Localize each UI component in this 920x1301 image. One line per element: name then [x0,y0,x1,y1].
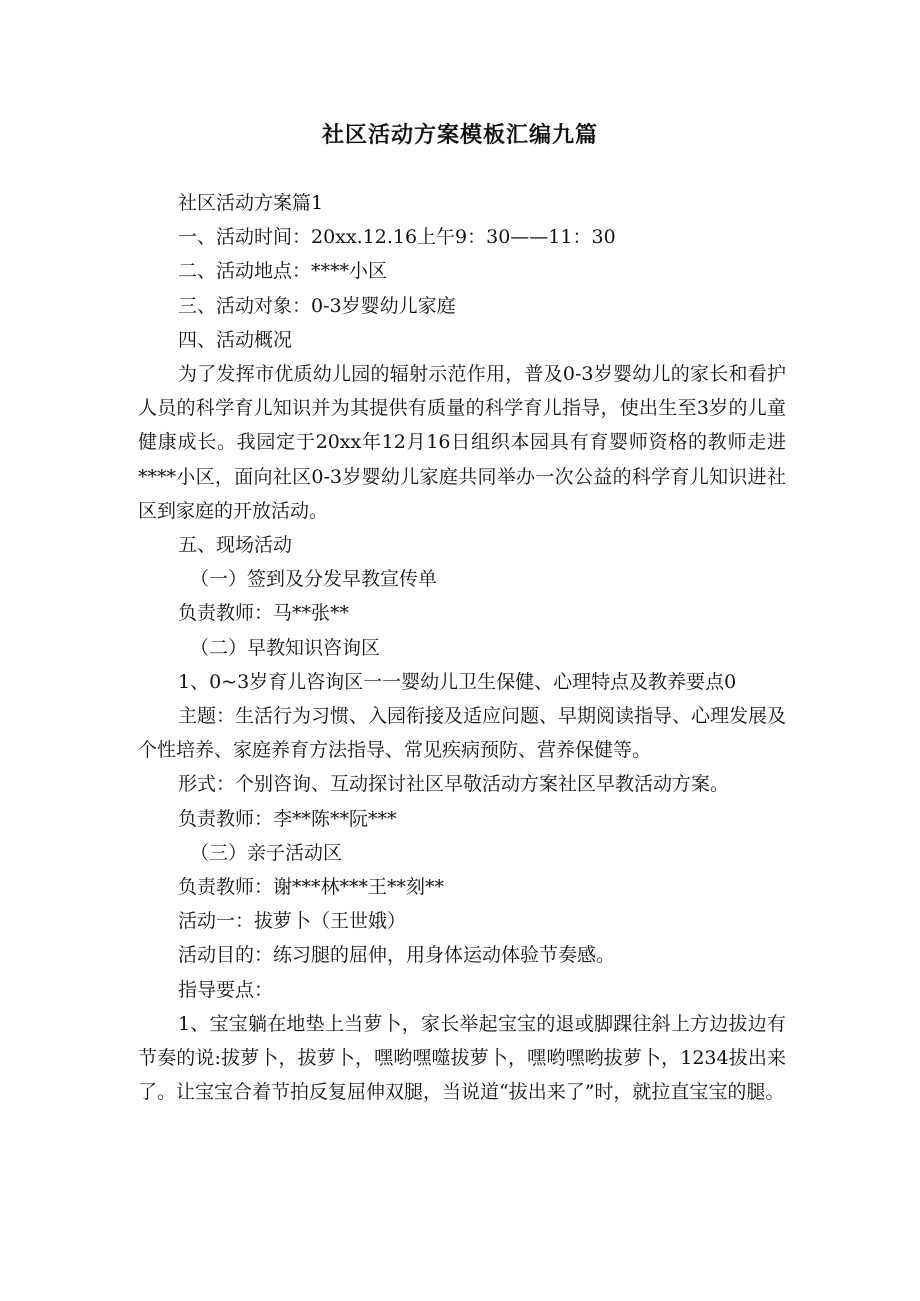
paragraph-activity-purpose: 活动目的：练习腿的屈伸，用身体运动体验节奏感。 [178,944,616,967]
paragraph-overview-heading: 四、活动概况 [178,328,293,351]
paragraph-consult-item: 1、0~3岁育儿咨询区一一婴幼儿卫生保健、心理特点及教养要点0 [178,670,737,693]
paragraph-teacher-1: 负责教师：马**张** [178,602,350,625]
paragraph-teacher-2: 负责教师：李**陈**阮*** [178,807,397,830]
paragraph-topics: 主题：生活行为习惯、入园衔接及适应问题、早期阅读指导、心理发展及个性培养、家庭养育方法指导、常见疾病预防、营养保健等。 [138,705,787,762]
paragraph-activity-location: 二、活动地点：****小区 [178,260,388,283]
paragraph-consult-area: （二）早教知识咨询区 [190,636,381,659]
paragraph-activity-audience: 三、活动对象：0-3岁婴幼儿家庭 [178,294,456,317]
paragraph-guidance-1: 1、宝宝躺在地垫上当萝卜，家长举起宝宝的退或脚踝往斜上方边拔边有节奏的说:拔萝卜，拔萝卜，嘿哟嘿噬拔萝卜，嘿哟嘿哟拔萝卜，1234拔出来了。让宝宝合着节拍反复屈伸双腿，当说道“拔出来了”时，就拉直宝宝的腿。 [138,1012,786,1104]
paragraph-signin: （一）签到及分发早教宣传单 [190,568,438,591]
paragraph-format: 形式：个别咨询、互动探讨社区早敬活动方案社区早教活动方案。 [178,773,730,796]
paragraph-section-heading: 社区活动方案篇1 [178,192,324,214]
document-title: 社区活动方案模板汇编九篇 [321,123,598,148]
paragraph-activity-one: 活动一：拔萝卜（王世娥） [178,910,407,933]
paragraph-activity-time: 一、活动时间：20xx.12.16上午9：30——11：30 [178,226,616,249]
paragraph-onsite-heading: 五、现场活动 [178,534,293,557]
paragraph-teacher-3: 负责教师：谢***林***王**刻** [178,876,445,899]
paragraph-guidance-heading: 指导要点： [178,978,274,1001]
paragraph-parent-child-area: （三）亲子活动区 [190,841,343,864]
document-body [138,186,786,1109]
paragraph-overview-body: 为了发挥市优质幼儿园的辐射示范作用，普及0-3岁婴幼儿的家长和看护人员的科学育儿知识并为其提供有质量的科学育儿指导，使出生至3岁的儿童健康成长。我园定于20xx年12月16日组织本园具有育婴师资格的教师走进****小区，面向社区0-3岁婴幼儿家庭共同举办一次公益的科学育儿知识进社区到家庭的开放活动。 [138,363,786,522]
